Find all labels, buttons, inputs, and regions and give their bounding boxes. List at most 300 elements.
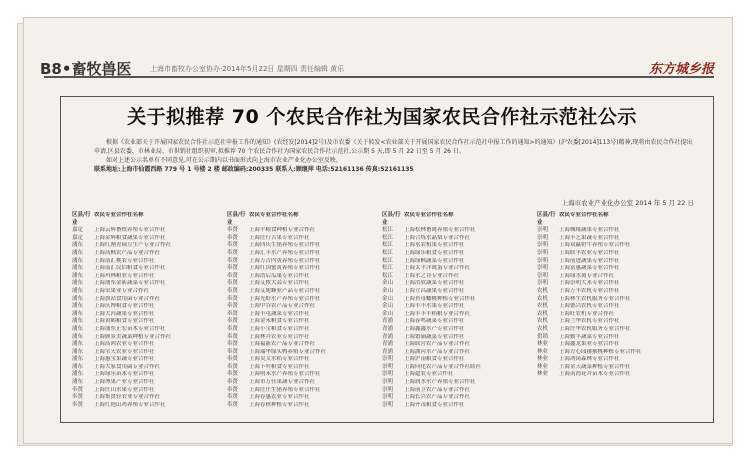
cooperative-name: 上海旗站食用菌专业合作社 [94,295,161,302]
list-item [72,273,227,281]
cooperative-name: 上海瑞华绿头鸭养殖专业合作社 [249,348,327,355]
district-cell: 奉贤 [227,379,239,386]
list-item [227,303,382,311]
list-item [227,387,382,395]
list-item [537,235,692,243]
list-item [537,273,692,281]
district-cell: 浦东 [72,318,84,325]
district-cell: 崇明 [537,234,549,241]
district-cell: 奉贤 [227,242,239,249]
list-item [72,379,227,387]
list-item [537,341,692,349]
list-item [72,288,227,296]
list-item [382,318,537,326]
district-cell: 崇明 [382,379,394,386]
district-header: 区县/行业 [537,212,556,226]
cooperative-name: 上海前进蔬果专业合作社 [559,257,620,264]
list-item [537,250,692,258]
cooperative-name: 上海金天蔬菜种植专业合作社 [559,363,631,370]
cooperative-name: 上海水农植果专业合作社 [404,242,465,249]
district-cell: 崇明 [382,394,394,401]
name-header: 农民专业合作社名称 [249,212,299,218]
district-cell: 浦东 [72,356,84,363]
district-cell: 金山 [382,280,394,287]
list-item [537,296,692,304]
district-cell: 金山 [382,303,394,310]
list-item [227,265,382,273]
list-item [227,356,382,364]
district-cell: 奉贤 [227,303,239,310]
list-header [72,212,227,227]
list-item [382,258,537,266]
list-item [72,394,227,402]
list-item [72,250,227,258]
cooperative-name: 上海绿乐苗木专业合作社 [94,371,155,378]
district-cell: 浦东 [72,280,84,287]
cooperative-name: 上海大家食用菌专业合作社 [94,363,161,370]
cooperative-name: 上海博果产业专业合作社 [94,379,155,386]
list-item [72,258,227,266]
cooperative-name: 上海立昌蔬果专业合作社 [404,287,465,294]
list-item [72,303,227,311]
district-cell: 金山 [382,295,394,302]
list-item [72,387,227,395]
district-cell: 农机 [537,325,549,332]
list-item [382,265,537,273]
list-item [382,356,537,364]
district-cell: 松江 [382,234,394,241]
cooperative-name: 上海南汇桃农专业合作社 [94,257,155,264]
district-cell: 奉贤 [227,272,239,279]
district-cell: 奉贤 [227,280,239,287]
district-cell: 浦东 [72,333,84,340]
list-item [537,288,692,296]
district-cell: 崇明 [382,371,394,378]
newspaper-logo: 东方城乡报 [648,62,714,77]
list-item [537,326,692,334]
list-item [382,273,537,281]
cooperative-name: 上海沪南粮食专业合作社 [404,356,465,363]
cooperative-name: 上海绿水禽专业合作社 [559,272,615,279]
page-header-info: 上海市畜牧办公室协办·2014年5月22日 星期四 责任编辑 黄乐 [150,65,345,73]
district-cell: 浦东 [72,341,84,348]
cooperative-name: 上海小宝粮食专业合作社 [249,325,310,332]
list-item [382,402,537,410]
list-header [382,212,537,227]
district-cell: 林业 [537,356,549,363]
list-item [72,371,227,379]
cooperative-name: 上海红艳山鸡养殖专业合作社 [94,401,166,408]
district-cell: 奉贤 [227,325,239,332]
list-item [227,273,382,281]
district-cell: 崇明 [382,363,394,370]
district-cell: 奉贤 [227,265,239,272]
cooperative-name: 上海丰艺果蔬专业合作社 [559,234,620,241]
cooperative-name: 上海方心园猕猴桃种植专业合作社 [559,348,642,355]
list-item [382,296,537,304]
district-cell: 奉贤 [72,394,84,401]
cooperative-name: 上海浩后瓜果专业合作社 [249,272,310,279]
notice-contact: 联系地址:上海市仙霞西路 779 号 1 号楼 2 楼 邮政编码:200335 联系人:顾继萍 电话:52161136 传真:52161135 [94,166,414,173]
list-item [72,341,227,349]
list-column [227,212,382,409]
list-item [537,227,692,235]
notice-paragraph: 如对上述公示名单有不同意见,可在公示期内以书面形式向上海市农业产业化办公室反映。 [106,157,342,164]
list-item [72,311,227,319]
cooperative-name: 上海向化农产品专业合作社联社 [404,363,482,370]
list-column [537,212,692,409]
list-item [227,235,382,243]
list-item [382,371,537,379]
district-cell: 青浦 [382,318,394,325]
district-cell: 浦东 [72,303,84,310]
district-cell: 金山 [382,310,394,317]
cooperative-name: 上海庄庄生猪养殖专业合作社 [249,386,321,393]
list-item [227,242,382,250]
district-cell: 崇明 [537,249,549,256]
cooperative-name: 上海松林畜禽养殖专业合作社 [404,227,476,234]
list-item [227,364,382,372]
district-cell: 青浦 [382,348,394,355]
cooperative-name: 上海红刚青扁豆生产专业合作社 [94,242,172,249]
list-item [537,318,692,326]
district-cell: 奉贤 [227,401,239,408]
list-item [72,242,227,250]
district-cell: 林业 [537,341,549,348]
district-cell: 崇明 [382,401,394,408]
district-header: 区县/行业 [382,212,401,226]
cooperative-name: 上海绿乐粮食专业合作社 [404,249,465,256]
district-cell: 奉贤 [227,371,239,378]
name-header: 农民专业合作社名称 [404,212,454,218]
district-cell: 奉贤 [227,287,239,294]
list-item [537,311,692,319]
district-cell: 崇明 [382,386,394,393]
list-item [382,326,537,334]
cooperative-name: 上海明禾水产养殖专业合作社 [249,371,321,378]
list-item [537,265,692,273]
header-rule [44,76,714,78]
cooperative-name: 上海平粮食种植专业合作社 [249,227,316,234]
cooperative-name: 上海鑫鑫水产专业合作社 [404,325,465,332]
district-cell: 嘉定 [72,234,84,241]
list-header [537,212,692,227]
district-cell: 浦东 [72,265,84,272]
list-item [227,258,382,266]
cooperative-name: 上海绿枫蔬菜专业合作社 [404,257,465,264]
cooperative-name: 上海宝天农业专业合作社 [94,348,155,355]
cooperative-name: 上海高鸿农业专业合作社 [94,341,155,348]
cooperative-name: 上海城壕蔬果专业合作社 [559,227,620,234]
list-item [537,258,692,266]
list-item [537,364,692,372]
district-cell: 农机 [537,287,549,294]
cooperative-name: 上海市万佳果蔬专业合作社 [249,379,316,386]
district-cell: 浦东 [72,310,84,317]
district-cell: 奉贤 [227,227,239,234]
district-cell: 浦东 [72,242,84,249]
district-cell: 奉贤 [227,394,239,401]
notice-paragraph: 根据《农业部关于开展国家农民合作社示范社申报工作的通知》(农经发[2014]2号)及市农委《关于转发<农业部关于开展国家农民合作社示范社申报工作的通知>的通知》(沪农委[2014]113号)精神,现将由农民合作社提出申请,区县农委、市林业局、市供销社组织初审,拟推荐 70 个农民合作社为国家农民合作社示范社,公示期 5 天,即 5 月 22 日至 5 月 26 日。 [94,139,693,155]
cooperative-name: 上海南湾花卉苗木专业合作社 [559,371,631,378]
cooperative-name: 上海春鸣蔬菜专业合作社 [404,318,465,325]
cooperative-name: 上海南汇民信粮食专业合作社 [94,265,166,272]
district-cell: 松江 [382,242,394,249]
cooperative-name: 上海丰丰丰稻粮专业合作社 [404,310,471,317]
list-item [72,280,227,288]
cooperative-name: 上海红国蜜黄养殖专业合作社 [249,265,321,272]
district-cell: 浦东 [72,272,84,279]
list-item [227,379,382,387]
district-cell: 浦东 [72,287,84,294]
list-item [537,334,692,342]
cooperative-name: 上海庄山水果专业合作社 [94,386,155,393]
list-item [382,250,537,258]
district-cell: 松江 [382,257,394,264]
district-cell: 崇明 [537,265,549,272]
list-item [227,326,382,334]
cooperative-name: 上海春惠农业专业合作社 [249,394,310,401]
cooperative-name: 上海浦东金新蔬菜专业合作社 [94,280,166,287]
district-cell: 浦东 [72,363,84,370]
district-cell: 浦东 [72,379,84,386]
list-header [227,212,382,227]
notice-signer: 上海市农业产业化办公室 2014 年 5 月 22 日 [561,199,694,207]
cooperative-name: 上海吴文水稻专业合作社 [249,356,310,363]
district-cell: 奉贤 [227,249,239,256]
list-item [227,371,382,379]
list-item [227,402,382,410]
list-item [72,334,227,342]
list-item [227,394,382,402]
cooperative-name: 上海浦东正宏苗木专业合作社 [94,325,166,332]
list-item [382,341,537,349]
district-cell: 奉贤 [227,234,239,241]
cooperative-name: 上海长兴农产品专业合作社 [404,394,471,401]
cooperative-name: 上海集贤轻农业专业合作社 [94,394,161,401]
district-cell: 青浦 [382,333,394,340]
list-item [72,318,227,326]
cooperative-name: 上海鸿岗森林专业合作社 [559,356,620,363]
list-column [72,212,227,409]
list-item [537,371,692,379]
cooperative-name: 上海庄华农机服务专业合作社 [559,325,631,332]
cooperative-name: 上海林生农机服务专业合作社 [559,295,631,302]
district-cell: 浦东 [72,295,84,302]
list-item [537,303,692,311]
list-item [382,387,537,395]
district-cell: 供销 [537,333,549,340]
cooperative-name: 上海润水水产养殖专业合作社 [404,379,476,386]
list-item [227,227,382,235]
list-item [227,296,382,304]
district-cell: 浦东 [72,371,84,378]
district-cell: 农机 [537,318,549,325]
list-item [537,349,692,357]
district-cell: 奉贤 [227,363,239,370]
district-cell: 林业 [537,348,549,355]
district-cell: 奉贤 [227,341,239,348]
cooperative-name: 上海春秋种植专业合作社 [249,401,310,408]
name-header: 农民专业合作社名称 [559,212,609,218]
list-item [72,356,227,364]
district-cell: 松江 [382,227,394,234]
cooperative-name: 上海汇丰水产养殖专业合作社 [249,249,321,256]
cooperative-name: 上海兰华农机专业合作社 [559,318,620,325]
district-cell: 浦东 [72,325,84,332]
list-item [382,303,537,311]
list-item [382,394,537,402]
cooperative-name: 上海荣果业专业合作社 [94,287,150,294]
district-cell: 农机 [537,310,549,317]
name-header: 农民专业合作社名称 [94,212,144,218]
cooperative-name: 上海水之谷专业合作社 [404,272,460,279]
district-cell: 崇明 [537,242,549,249]
district-cell: 农机 [537,303,549,310]
list-item [382,280,537,288]
district-header: 区县/行业 [227,212,246,226]
cooperative-name: 上海鱼母蟠桃种植专业合作社 [404,295,476,302]
cooperative-name: 上海合炼水晶梨专业合作社 [404,234,471,241]
cooperative-name: 上海湖河水产品专业合作社 [404,348,471,355]
list-item [227,280,382,288]
cooperative-name: 上海前卫农产品专业合作社 [404,386,471,393]
list-item [227,349,382,357]
cooperative-name: 上海光虾水产养殖专业合作社 [249,295,321,302]
list-item [382,364,537,372]
district-cell: 奉贤 [227,348,239,355]
list-item [382,311,537,319]
cooperative-name: 上海艾妮蜂业产品专业合作社 [249,287,321,294]
list-item [537,356,692,364]
cooperative-name: 上海金禾粮食专业合作社 [249,318,310,325]
list-item [382,334,537,342]
list-item [227,341,382,349]
list-item [382,288,537,296]
cooperative-name: 上海福新农产品专业合作社 [249,341,316,348]
district-cell: 松江 [382,272,394,279]
cooperative-name: 上海联丰农业专业合作社 [559,249,620,256]
cooperative-name: 上海联营农产品专业合作社 [404,341,471,348]
district-cell: 奉贤 [227,386,239,393]
district-cell: 奉贤 [227,333,239,340]
district-cell: 崇明 [537,257,549,264]
district-cell: 松江 [382,265,394,272]
cooperative-name: 上海超农专业合作社 [404,371,454,378]
cooperative-name: 上海万吉内黄养殖专业合作社 [249,257,321,264]
cooperative-name: 上海顾景美蔬菜种植专业合作社 [94,333,172,340]
district-cell: 奉贤 [227,356,239,363]
cooperative-name: 上海勤丰蔬菜专业合作社 [559,333,620,340]
notice-title: 关于拟推荐 70 个农民合作社为国家农民合作社示范社公示 [127,106,637,128]
list-item [72,296,227,304]
cooperative-name: 上海旺农机专业合作社 [559,310,615,317]
cooperative-name: 上海万丰农机专业合作社 [559,287,620,294]
list-item [382,379,537,387]
district-cell: 金山 [382,287,394,294]
district-cell: 浦东 [72,257,84,264]
district-cell: 林业 [537,371,549,378]
list-item [382,349,537,357]
district-cell: 崇明 [537,280,549,287]
list-item [537,280,692,288]
cooperative-name: 上海德兴农机专业合作社 [559,303,620,310]
district-cell: 青浦 [382,341,394,348]
cooperative-name: 上海下叶粮食专业合作社 [249,363,310,370]
list-item [537,242,692,250]
district-cell: 农机 [537,295,549,302]
list-item [382,235,537,243]
cooperative-name: 上海玛林粮业专业合作社 [94,272,155,279]
page-section: B8•畜牧兽医 [40,60,132,78]
list-item [72,227,227,235]
list-item [227,288,382,296]
district-cell: 奉贤 [227,257,239,264]
district-cell: 松江 [382,249,394,256]
cooperative-name: 上海庆博粮食专业合作社 [94,303,155,310]
cooperative-name: 上海庄行吉果专业合作社 [249,234,310,241]
district-cell: 崇明 [537,272,549,279]
cooperative-name: 上海崇明大米专业合作社 [559,280,620,287]
district-cell: 奉贤 [227,310,239,317]
district-cell: 奉贤 [227,318,239,325]
list-item [227,311,382,319]
cooperative-name: 上海艾侬大蒜专业合作社 [249,280,310,287]
list-item [382,242,537,250]
district-cell: 奉贤 [72,401,84,408]
cooperative-name: 上海浩欣蔬菜专业合作社 [404,280,465,287]
list-item [72,326,227,334]
district-cell: 奉贤 [227,295,239,302]
list-item [227,334,382,342]
cooperative-name: 上海富惠蔬菜专业合作社 [559,265,620,272]
cooperative-name: 上海齐茂粮食专业合作社 [404,401,465,408]
cooperative-name: 上海云辉畜牧养殖专业合作社 [94,227,166,234]
district-cell: 青浦 [382,325,394,332]
list-item [227,250,382,258]
district-cell: 崇明 [382,356,394,363]
cooperative-name: 上海四庆生猪养殖专业合作社 [249,242,321,249]
list-item [72,364,227,372]
cooperative-list [72,212,692,409]
list-item [72,349,227,357]
district-cell: 嘉定 [72,227,84,234]
cooperative-name: 上海林卉农业专业合作社 [249,333,310,340]
cooperative-name: 上海惠宝果蔬专业合作社 [94,356,155,363]
list-column [382,212,537,409]
district-cell: 崇明 [537,227,549,234]
cooperative-name: 上海繁硕蔬菜专业合作社 [404,333,465,340]
cooperative-name: 上海高枫农产品专业合作社 [94,249,161,256]
cooperative-name: 上海丰丰水果专业合作社 [404,303,465,310]
district-header: 区县/行业 [72,212,91,226]
cooperative-name: 上海黄鹤粮食专业合作社 [94,318,155,325]
district-cell: 奉贤 [72,386,84,393]
district-cell: 林业 [537,363,549,370]
district-cell: 浦东 [72,249,84,256]
list-item [72,235,227,243]
cooperative-name: 上海中谷农产品专业合作社 [249,303,316,310]
list-item [72,265,227,273]
cooperative-name: 上海双赢奶牛养殖专业合作社 [559,242,631,249]
cooperative-name: 上海丰屯蔬菜专业合作社 [249,310,310,317]
list-item [382,227,537,235]
list-item [72,402,227,410]
cooperative-name: 上海金辉粮食蔬果专业合作社 [94,234,166,241]
notice-body [94,138,694,174]
cooperative-name: 上海太平洋禽蛋专业合作社 [404,265,471,272]
cooperative-name: 上海大河蔬果专业合作社 [94,310,155,317]
